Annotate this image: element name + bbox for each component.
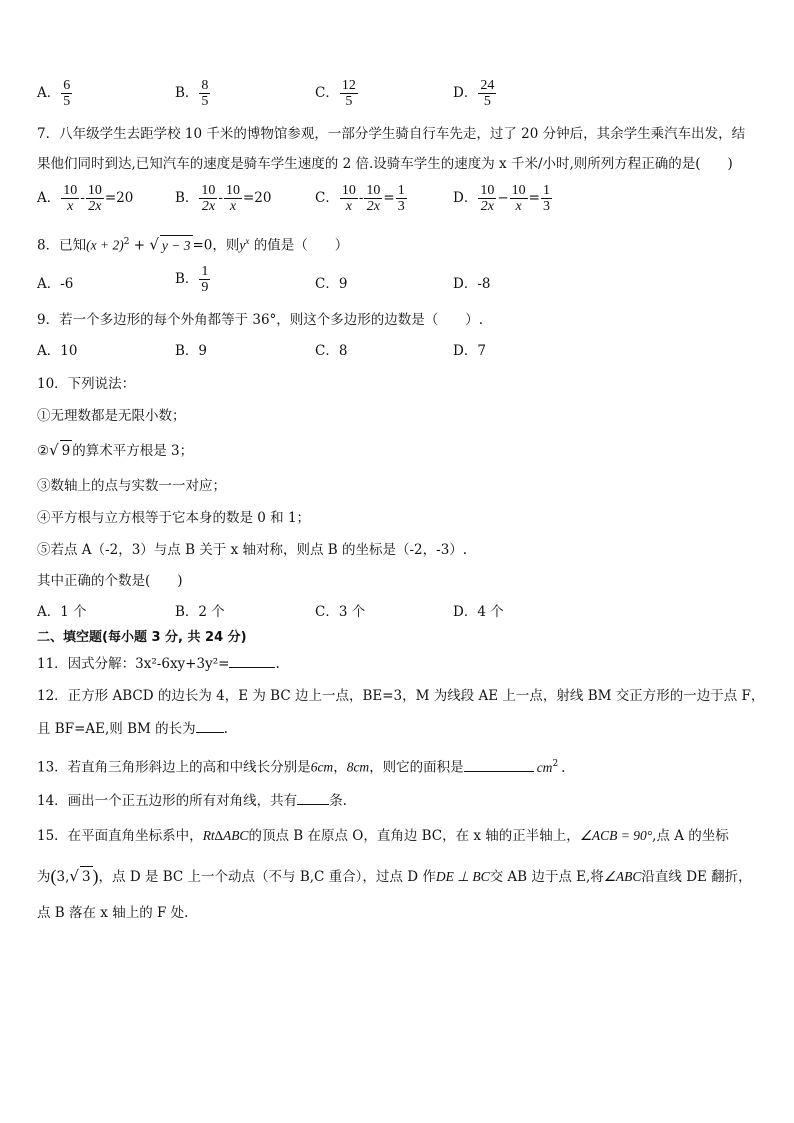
fraction: $\frac{10}{x}$ xyxy=(511,183,526,214)
sqrt-icon: √ xyxy=(149,235,159,254)
q9-stem: 9．若一个多边形的每个外角都等于 36°，则这个多边形的边数是（ ）. xyxy=(37,312,484,328)
q10-statement-3: ③数轴上的点与实数一一对应； xyxy=(37,478,226,494)
q10-statement-1: ①无理数都是无限小数； xyxy=(37,408,186,424)
q9-option-c[interactable]: C．8 xyxy=(315,343,348,359)
q10-statement-5: ⑤若点 A（-2，3）与点 B 关于 x 轴对称，则点 B 的坐标是（-2，-3）. xyxy=(37,542,468,558)
q10-option-d[interactable]: D．4 个 xyxy=(453,604,504,620)
q10-option-b[interactable]: B．2 个 xyxy=(175,604,225,620)
answer-blank[interactable] xyxy=(229,653,275,668)
q11: 11．因式分解：3x²-6xy+3y²= . xyxy=(37,653,280,674)
q6-option-b[interactable] xyxy=(175,78,211,109)
fraction: $\frac{10}{x}$ xyxy=(341,183,356,214)
q12-line1: 12．正方形 ABCD 的边长为 4，E 为 BC 边上一点，BE=3，M 为线段 AE 上一点，射线 BM 交正方形的一边于点 F， xyxy=(37,688,765,704)
math-expression: (x + 2) xyxy=(86,237,124,253)
q8-option-c[interactable]: C．9 xyxy=(315,276,348,292)
option-letter: B． xyxy=(175,85,199,101)
q7-stem-line1: 7．八年级学生去距学校 10 千米的博物馆参观，一部分学生骑自行车先走，过了 20 分钟后，其余学生乘汽车出发，结 xyxy=(37,126,746,142)
q10-option-a[interactable]: A．1 个 xyxy=(37,604,87,620)
equals: = xyxy=(528,190,540,206)
fraction: $\frac{1}{3}$ xyxy=(542,183,550,214)
fraction: $\frac{8}{5}$ xyxy=(201,78,209,109)
radicand: y − 3 xyxy=(160,235,193,256)
q9-option-b[interactable]: B．9 xyxy=(175,343,208,359)
sqrt-icon: √ xyxy=(49,441,59,459)
rhs: =20 xyxy=(104,190,134,206)
fraction: $\frac{10}{2x}$ xyxy=(366,183,381,214)
answer-blank[interactable] xyxy=(297,790,329,805)
q7-option-d[interactable] xyxy=(453,183,553,214)
q8-option-b[interactable] xyxy=(175,264,211,295)
q9-option-a[interactable]: A．10 xyxy=(37,343,78,359)
q10-statement-2: ②√ 9 的算术平方根是 3； xyxy=(37,441,194,459)
sqrt-icon: √ xyxy=(69,867,79,885)
fraction: $\frac{10}{x}$ xyxy=(225,183,240,214)
fraction: $\frac{12}{5}$ xyxy=(341,78,356,109)
q6-option-a[interactable] xyxy=(37,78,73,109)
option-letter: C． xyxy=(315,85,339,101)
option-letter: B． xyxy=(175,271,199,287)
answer-blank[interactable] xyxy=(196,718,224,733)
q8-option-a[interactable]: A．-6 xyxy=(37,276,74,292)
option-letter: D． xyxy=(453,190,478,206)
operator: − xyxy=(497,190,509,206)
q15-line1: 15．在平面直角坐标系中，Rt∆ABC的顶点 B 在原点 O，直角边 BC，在 x 轴的正半轴上，∠ACB = 90°,点 A 的坐标 xyxy=(37,828,729,844)
q10-question: 其中正确的个数是( ) xyxy=(37,573,183,589)
q7-stem-line2: 果他们同时到达,已知汽车的速度是骑车学生速度的 2 倍.设骑车学生的速度为 x 千米/小时,则所列方程正确的是( ) xyxy=(37,156,733,172)
operator: - xyxy=(358,190,364,206)
q6-option-c[interactable] xyxy=(315,78,359,109)
fraction: $\frac{10}{2x}$ xyxy=(480,183,495,214)
fraction: $\frac{1}{9}$ xyxy=(201,264,209,295)
option-letter: A． xyxy=(37,85,61,101)
section-title: 二、填空题(每小题 3 分, 共 24 分) xyxy=(37,630,247,645)
operator: - xyxy=(80,190,85,206)
answer-blank[interactable] xyxy=(464,757,534,772)
q12-line2: 且 BF=AE,则 BM 的长为 . xyxy=(37,718,228,739)
equals: = xyxy=(383,190,395,206)
fraction: $\frac{6}{5}$ xyxy=(63,78,71,109)
q15-line2: 为(3,√ 3 )，点 D 是 BC 上一个动点（不与 B,C 重合），过点 D 作DE ⊥ BC交 AB 边于点 E,将∠ABC沿直线 DE 翻折， xyxy=(37,866,752,886)
fraction: $\frac{10}{2x}$ xyxy=(87,183,102,214)
fraction: $\frac{24}{5}$ xyxy=(480,78,495,109)
q10-stem: 10．下列说法： xyxy=(37,376,136,392)
q7-option-b[interactable] xyxy=(175,183,271,214)
q10-option-c[interactable]: C．3 个 xyxy=(315,604,366,620)
q15-line3: 点 B 落在 x 轴上的 F 处. xyxy=(37,905,189,921)
option-letter: B． xyxy=(175,190,199,206)
rhs: =20 xyxy=(242,190,272,206)
option-letter: C． xyxy=(315,190,339,206)
q6-option-d[interactable] xyxy=(453,78,497,109)
q9-option-d[interactable]: D．7 xyxy=(453,343,486,359)
q7-option-a[interactable] xyxy=(37,183,133,214)
q8-stem: 8．已知$(x + 2)^2$ + √ y − 3 =0，则$y^x$ 的值是（ ） xyxy=(37,235,349,254)
fraction: $\frac{10}{2x}$ xyxy=(201,183,216,214)
operator: - xyxy=(218,190,223,206)
q13: 13．若直角三角形斜边上的高和中线长分别是6cm，8cm，则它的面积是 $cm^2$ . xyxy=(37,754,565,778)
fraction: $\frac{1}{3}$ xyxy=(397,183,405,214)
fraction: $\frac{10}{x}$ xyxy=(63,183,78,214)
q10-statement-4: ④平方根与立方根等于它本身的数是 0 和 1； xyxy=(37,510,311,526)
option-letter: D． xyxy=(453,85,478,101)
q8-option-d[interactable]: D．-8 xyxy=(453,276,491,292)
q7-option-c[interactable] xyxy=(315,183,408,214)
q14: 14．画出一个正五边形的所有对角线，共有 条. xyxy=(37,790,347,811)
option-letter: A． xyxy=(37,190,61,206)
